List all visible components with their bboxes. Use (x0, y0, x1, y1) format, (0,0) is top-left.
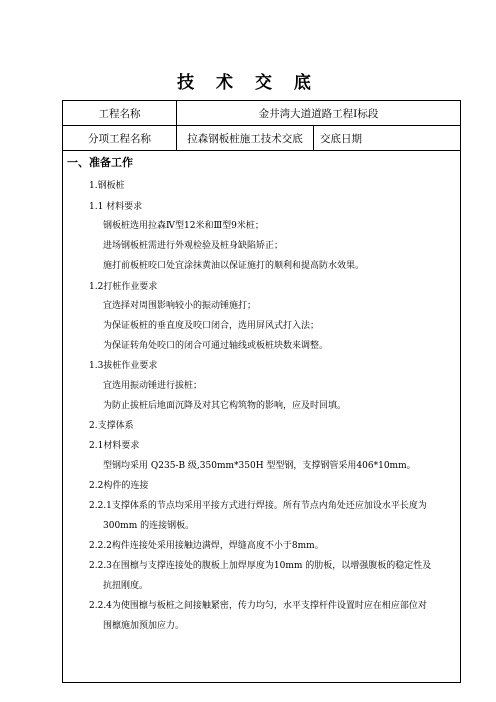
content-line: 进场钢板桩需进行外观检验及桩身缺陷矫正； (103, 241, 284, 251)
content-line: 为保证板桩的垂直度及咬口闭合，选用屏风式打入法； (103, 321, 320, 331)
header-table (62, 100, 461, 151)
content-line: 宜选用振动锤进行拔桩； (103, 381, 203, 391)
date-label-text: 交底日期 (320, 132, 362, 145)
project-label: 工程名称 (63, 101, 177, 126)
content-line: 2.2.2构件连接处采用接触边满焊，焊缝高度不小于8mm。 (89, 541, 324, 551)
sub-project-label: 分项工程名称 (63, 126, 177, 151)
content-line: 宜选择对周围影响较小的振动锤施打； (103, 301, 257, 311)
content-line: 型钢均采用 Q235-B 级,350mm*350H 型型钢，支撑钢管采用406*10mm。 (103, 461, 416, 471)
content-line: 2.2.1支撑体系的节点均采用平接方式进行焊接。所有节点内角处还应加设水平长度为 (89, 501, 427, 511)
section-heading: 一、准备工作 (67, 156, 133, 169)
content-line: 施打前板桩咬口处宜涂抹黄油以保证施打的顺利和提高防水效果。 (103, 261, 365, 271)
content-line: 2.2.3在围檩与支撑连接处的腹板上加焊厚度为10mm 的肋板，以增强腹板的稳定性及 (89, 561, 432, 571)
content-line: 抗扭刚度。 (103, 581, 149, 591)
content-line: 为防止拔桩后地面沉降及对其它构筑物的影响，应及时回填。 (103, 401, 347, 411)
content-line: 2.支撑体系 (89, 421, 134, 431)
content-line: 1.2打桩作业要求 (89, 282, 158, 292)
date-label (314, 126, 461, 151)
content-line: 2.2.4为使围檩与板桩之间接触紧密，传力均匀，水平支撑杆件设置时应在相应部位对 (89, 601, 427, 611)
sub-project-value: 拉森钢板桩施工技术交底 (177, 126, 314, 151)
content-box (62, 148, 461, 683)
content-line: 1.1 材料要求 (89, 202, 143, 212)
content-line: 2.2构件的连接 (89, 481, 149, 491)
content-line: 1.钢板桩 (89, 181, 125, 191)
content-line: 1.3拔桩作业要求 (89, 361, 158, 371)
content-line: 为保证转角处咬口的闭合可通过轴线或板桩块数来调整。 (103, 341, 329, 351)
content-line: 钢板桩选用拉森Ⅳ型12米和Ⅲ型9米桩； (103, 221, 264, 231)
project-row (63, 101, 461, 126)
content-line: 围檩施加预加应力。 (103, 621, 185, 631)
document-title: 技 术 交 底 (177, 73, 319, 93)
project-value: 金井湾大道道路工程Ⅰ标段 (177, 101, 461, 126)
content-line: 2.1材料要求 (89, 441, 140, 451)
sub-project-row (63, 126, 461, 151)
content-line: 300mm 的连接钢板。 (103, 521, 195, 531)
